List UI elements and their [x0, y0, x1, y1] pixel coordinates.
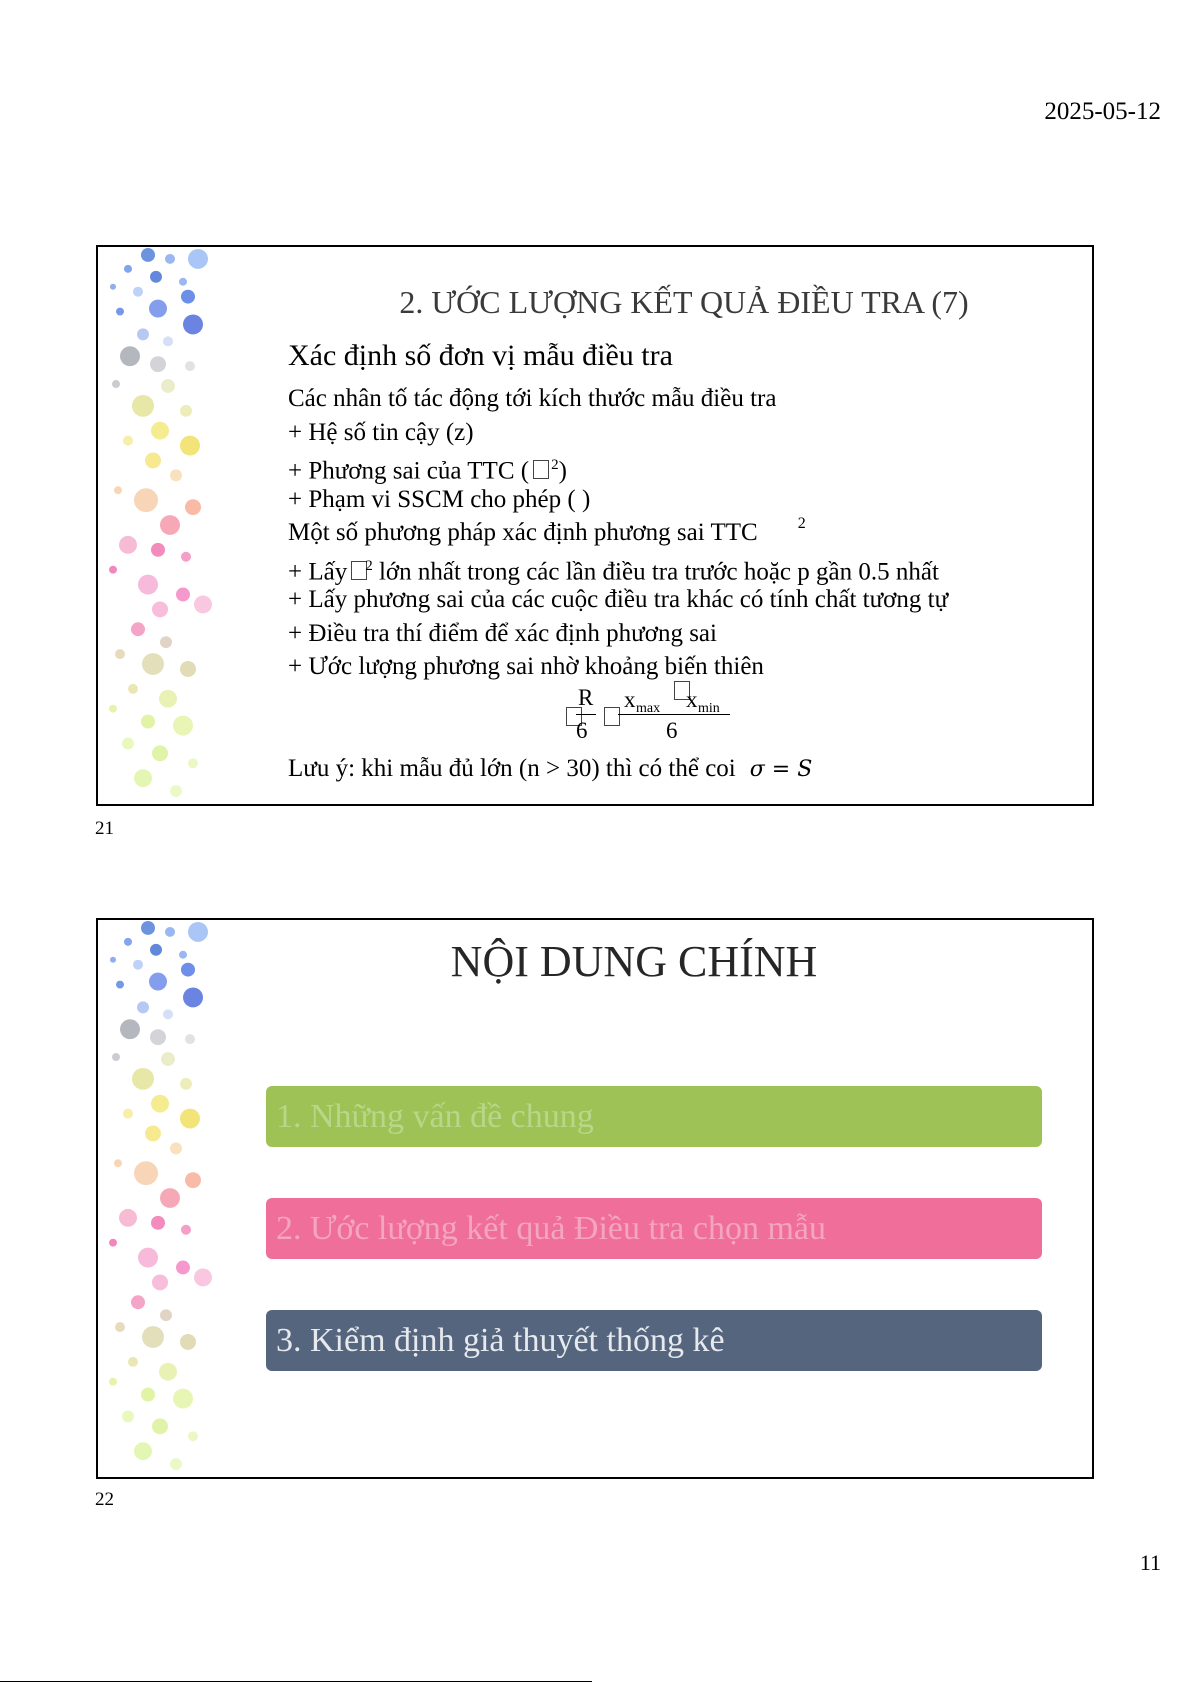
body-line-8: + Điều tra thí điểm để xác định phương sai [288, 619, 717, 647]
body-line-4: + Phạm vi SSCM cho phép ( ) [288, 485, 591, 513]
content-item-3[interactable]: 3. Kiểm định giả thuyết thống kê [266, 1310, 1042, 1371]
content-item-1[interactable]: 1. Những vấn đề chung [266, 1086, 1042, 1147]
header-date: 2025-05-12 [1044, 98, 1161, 125]
footnote-rule [0, 1681, 592, 1682]
fraction-bar [576, 714, 596, 715]
content-item-2[interactable]: 2. Ước lượng kết quả Điều tra chọn mẫu [266, 1198, 1042, 1259]
body-line-7: + Lấy phương sai của các cuộc điều tra khác có tính chất tương tự [288, 586, 949, 613]
body-line-6 [288, 550, 948, 584]
slide-title: 2. ƯỚC LƯỢNG KẾT QUẢ ĐIỀU TRA (7) [399, 284, 969, 320]
page-number: 11 [1139, 1550, 1161, 1575]
missing-symbol-icon [533, 460, 549, 479]
fraction-bar [618, 714, 730, 715]
formula-min-sub: min [698, 701, 720, 716]
slide-21 [96, 245, 1094, 806]
note-equation: σ = S [749, 757, 813, 782]
slide-22 [96, 918, 1094, 1479]
body-line-9: + Ước lượng phương sai nhờ khoảng biến thiên [288, 653, 764, 680]
slide-body [288, 382, 948, 684]
body-line-3-text: + Phương sai của TTC ( [288, 457, 530, 485]
bubble-decoration [98, 247, 248, 804]
body-line-6-text: + Lấy [288, 557, 348, 585]
superscript: 2 [797, 515, 806, 532]
formula-denominator: 6 [666, 718, 678, 743]
formula-r: R [578, 685, 594, 710]
superscript: 2 [365, 557, 373, 574]
slide-subtitle: Xác định số đơn vị mẫu điều tra [288, 339, 673, 372]
bubble-decoration [98, 920, 248, 1477]
body-line-5-text: Một số phương pháp xác định phương sai TTC [288, 519, 758, 546]
close-paren: ) [558, 457, 567, 485]
missing-symbol-icon [604, 707, 620, 726]
body-line-3 [288, 449, 948, 483]
body-line-6-rest: lớn nhất trong các lần điều tra trước hoặc p gần 0.5 nhất [372, 557, 939, 585]
formula-x: x [624, 687, 636, 712]
formula-max-sub: max [636, 701, 661, 716]
note-text: Lưu ý: khi mẫu đủ lớn (n > 30) thì có thể coi [288, 755, 736, 782]
slide-title: NỘI DUNG CHÍNH [450, 937, 818, 986]
slide-note [288, 755, 812, 783]
body-line-2: + Hệ số tin cậy (z) [288, 418, 474, 446]
formula-x: x [686, 687, 698, 712]
body-line-5 [288, 516, 948, 550]
superscript: 2 [551, 457, 559, 473]
body-line-1: Các nhân tố tác động tới kích thước mẫu điều tra [288, 385, 777, 412]
formula-denominator: 6 [576, 718, 588, 743]
range-formula [562, 687, 862, 747]
slide-number: 22 [95, 1489, 114, 1510]
slide-number: 21 [95, 818, 114, 839]
